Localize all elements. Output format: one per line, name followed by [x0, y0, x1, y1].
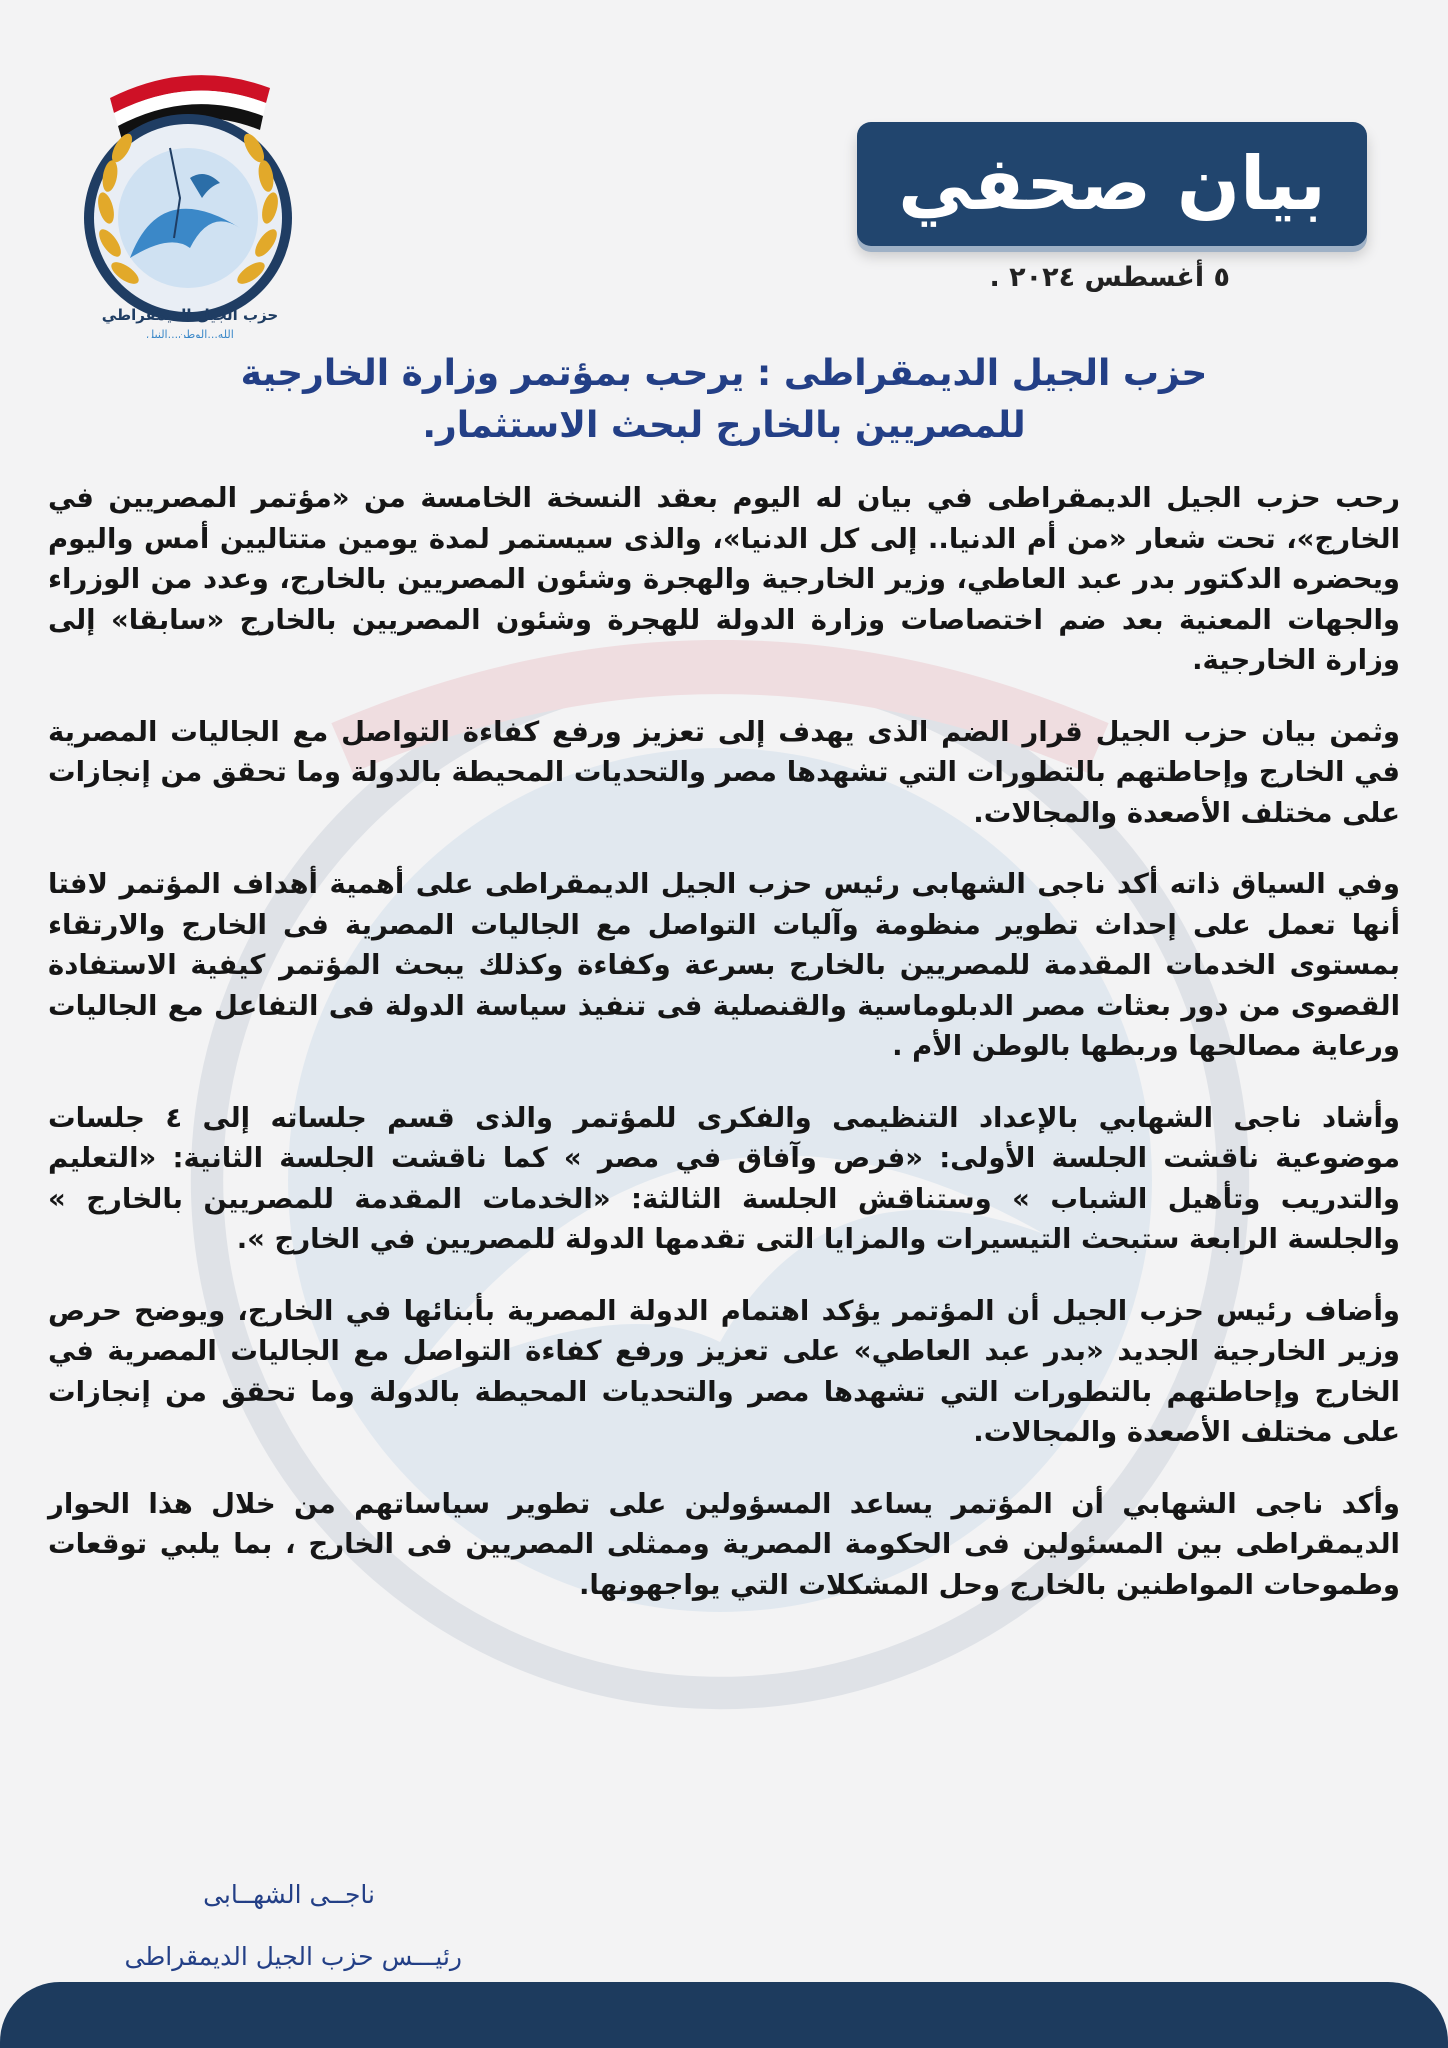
- signatory-title: رئيـــس حزب الجيل الديمقراطى: [124, 1942, 462, 1971]
- party-logo: [70, 58, 310, 338]
- signatory-name: ناجــى الشهــابى: [203, 1880, 375, 1909]
- press-release-badge: [857, 122, 1367, 246]
- logo-party-name: حزب الجيل الديمقراطي: [101, 306, 279, 324]
- paragraph-6: وأكد ناجى الشهابي أن المؤتمر يساعد المسؤولين على تطوير سياساتهم من خلال هذا الحوار الديمقراطى بين المسئولين فى الحكومة المصرية وممثلى المصريين فى الخارج ، بما يلبي توقعات وطموحات المواطنين بالخارج وحل المشكلات التي يواجهونها.: [48, 1487, 1400, 1601]
- paragraph-3: وفي السياق ذاته أكد ناجى الشهابى رئيس حزب الجيل الديمقراطى على أهمية أهداف المؤتمر لافتا أنها تعمل على إحداث تطوير منظومة وآليات التواصل مع الجاليات المصرية فى الخارج والارتقاء بمستوى الخدمات المقدمة للمصريين بالخارج بسرعة وكفاءة وكذلك يبحث المؤتمر كيفية الاستفادة القصوى من دور بعثات مصر الدبلوماسية والقنصلية فى تنفيذ سياسة الدولة فى التفاعل مع الجاليات ورعاية مصالحها وربطها بالوطن الأم .: [48, 868, 1400, 1062]
- release-date: ٥ أغسطس ٢٠٢٤ .: [989, 262, 1230, 293]
- paragraph-5: وأضاف رئيس حزب الجيل أن المؤتمر يؤكد اهتمام الدولة المصرية بأبنائها في الخارج، ويوضح حرص وزير الخارجية الجديد «بدر عبد العاطي» على تعزيز ورفع كفاءة التواصل مع الجاليات المصرية في الخارج وإحاطتهم بالتطورات التي تشهدها مصر والتحديات المحيطة بالدولة وما تحقق من إنجازات على مختلف الأصعدة والمجالات.: [48, 1294, 1400, 1448]
- paragraph-2: وثمن بيان حزب الجيل قرار الضم الذى يهدف إلى تعزيز ورفع كفاءة التواصل مع الجاليات المصرية في الخارج وإحاطتهم بالتطورات التي تشهدها مصر والتحديات المحيطة بالدولة وما تحقق من إنجازات على مختلف الأصعدة والمجالات.: [48, 715, 1400, 829]
- badge-title: بيان صحفي: [898, 141, 1326, 227]
- article-body: [48, 478, 1400, 1636]
- party-emblem-icon: [70, 58, 310, 338]
- footer-bar: [0, 1982, 1448, 2048]
- headline: [120, 348, 1328, 452]
- headline-line-1: حزب الجيل الديمقراطى : يرحب بمؤتمر وزارة الخارجية: [240, 353, 1208, 394]
- headline-line-2: للمصريين بالخارج لبحث الاستثمار.: [422, 405, 1026, 446]
- paragraph-1: رحب حزب الجيل الديمقراطى في بيان له اليوم بعقد النسخة الخامسة من «مؤتمر المصريين في الخارج»، تحت شعار «من أم الدنيا.. إلى كل الدنيا»، والذى سيستمر لمدة يومين متتاليين أمس واليوم ويحضره الدكتور بدر عبد العاطي، وزير الخارجية والهجرة وشئون المصريين بالخارج، وعدد من الوزراء والجهات المعنية بعد ضم اختصاصات وزارة الدولة للهجرة وشئون المصريين بالخارج «سابقا» إلى وزارة الخارجية.: [48, 482, 1400, 676]
- paragraph-4: وأشاد ناجى الشهابي بالإعداد التنظيمى والفكرى للمؤتمر والذى قسم جلساته إلى ٤ جلسات موضوعية ناقشت الجلسة الأولى: «فرص وآفاق في مصر » كما ناقشت الجلسة الثانية: «التعليم والتدريب وتأهيل الشباب » وستناقش الجلسة الثالثة: «الخدمات المقدمة للمصريين بالخارج » والجلسة الرابعة ستبحث التيسيرات والمزايا التى تقدمها الدولة للمصريين في الخارج ».: [48, 1101, 1401, 1255]
- logo-slogan: الله...الوطن...النيل: [146, 328, 234, 338]
